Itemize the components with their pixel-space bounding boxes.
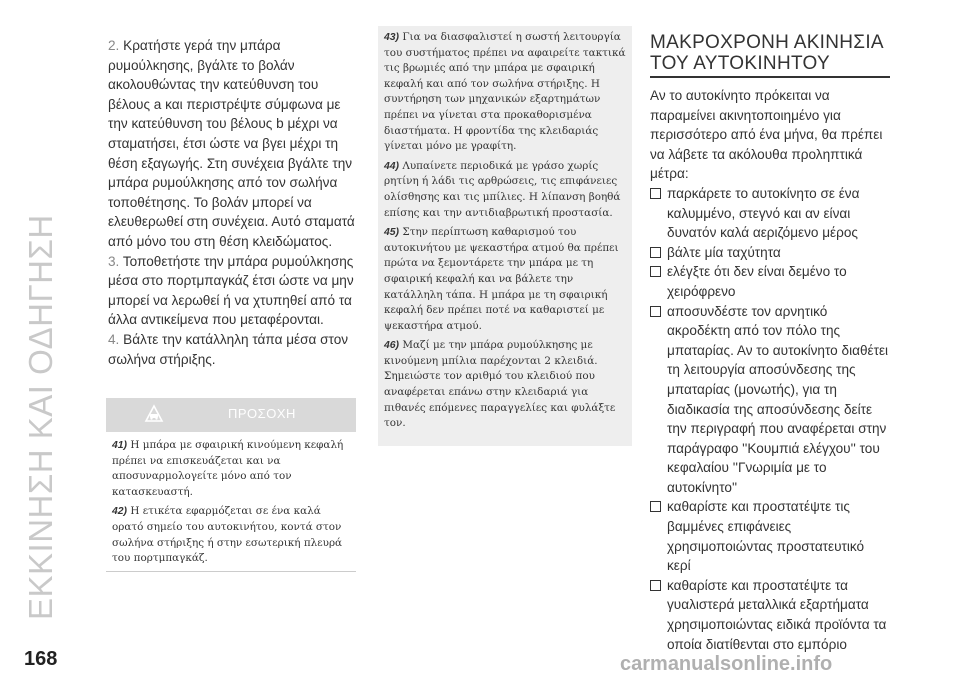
note-43 (384, 30, 626, 155)
checklist-item-text: καθαρίστε και προστατέψτε τα γυαλιστερά μεταλλικά εξαρτήματα χρησιμοποιώντας ειδικά προϊόντα τα οποία διατίθενται στο εμπόριο (667, 577, 887, 652)
step-4 (108, 330, 356, 369)
checklist-item-text: ελέγξτε ότι δεν είναι δεμένο το χειρόφρενο (667, 264, 847, 299)
note-text: Η ετικέτα εφαρμόζεται σε ένα καλά ορατό σημείο του αυτοκινήτου, κοντά στον σωλήνα στήριξης ή στην εσωτερική πλευρά του πορτμπαγκάζ. (112, 505, 343, 565)
note-text: Μαζί με την μπάρα ρυμούλκησης με κινούμενη μπίλια παρέχονται 2 κλειδιά. Σημειώστε τον αριθμό του κλειδιού που αναφέρεται επάνω στην κλειδαριά για πιθανές επόμενες παραγγελίες και φυλάξτε τον. (384, 339, 616, 430)
page-number: 168 (24, 648, 58, 670)
checkbox-icon (650, 306, 661, 317)
note-44 (384, 159, 626, 221)
checkbox-icon (650, 580, 661, 591)
checklist-item-text: παρκάρετε το αυτοκίνητο σε ένα καλυμμένο, στεγνό και αν είναι δυνατόν καλά αεριζόμενο μέρος (667, 185, 860, 241)
note-text: Η μπάρα με σφαιρική κινούμενη κεφαλή πρέπει να επισκευάζεται και να αποσυναρμολογείτε μόνο από τον κατασκευαστή. (112, 439, 344, 498)
step-text: Βάλτε την κατάλληλη τάπα μέσα στον σωλήνα στήριξης. (108, 331, 349, 367)
checklist-item-text: αποσυνδέστε τον αρνητικό ακροδέκτη από τον πόλο της μπαταρίας. Αν το αυτοκίνητο διαθέτει τη λειτουργία αποσύνδεσης της μπαταρίας (μονωτής), για τη διαδικασία της αποσύνδεσης δείτε την περιγραφή που αναφέρεται στην παράγραφο ''Κουμπιά ελέγχου'' του κεφαλαίου ''Γνωριμία με το αυτοκίνητο'' (667, 303, 889, 495)
step-number: 4. (108, 331, 120, 347)
checklist-item (650, 576, 890, 654)
step-text: Τοποθετήστε την μπάρα ρυμούλκησης μέσα στο πορτμπαγκάζ έτσι ώστε να μην μπορεί να λερωθεί ή να χτυπηθεί από τα άλλα αντικείμενα που μεταφέρονται. (108, 253, 354, 328)
step-3 (108, 252, 356, 330)
note-number: 43) (384, 32, 400, 43)
note-text: Στην περίπτωση καθαρισμού του αυτοκινήτου με ψεκαστήρα ατμού θα πρέπει πρώτα να ξεμοντάρετε την μπάρα με τη σφαιρική κεφαλή και να βάλετε την κατάλληλη τάπα. Η μπάρα με τη σφαιρική κεφαλή δεν πρέπει ποτέ να καθαριστεί με ψεκαστήρα ατμού. (384, 226, 619, 332)
note-text: Λυπαίνετε περιοδικά με γράσο χωρίς ρητίνη ή λάδι τις αρθρώσεις, τις επιφάνειες ολίσθησης και τις μπίλιες. Η λίπανση βοηθά επίσης και την αντιδιαβρωτική προστασία. (384, 159, 621, 219)
note-number: 41) (112, 440, 128, 451)
steps-column (108, 36, 356, 369)
note-number: 44) (384, 160, 400, 172)
warning-header (106, 398, 356, 430)
watermark: carmanualsonline.info (620, 653, 833, 675)
warning-body (106, 430, 356, 572)
step-number: 3. (108, 253, 120, 269)
checkbox-icon (650, 247, 661, 258)
step-text: Κρατήστε γερά την μπάρα ρυμούλκησης, βγάλτε το βολάν ακολουθώντας την κατεύθυνση του βέλους a και περιστρέψτε σύμφωνα με την κατεύθυνση του βέλους b μέχρι να σταματήσει, έτσι ώστε να βγει μέχρι τη θέση εξαγωγής. Στη συνέχεια βγάλτε την μπάρα ρυμούλκησης από τον σωλήνα τοποθέτησης. Το βολάν μπορεί να ελευθερωθεί στη συνέχεια. Αυτό σταματά από μόνο του στη θέση κλειδώματος. (108, 38, 355, 249)
checklist-item (650, 302, 890, 498)
checklist-item (650, 243, 890, 263)
notes-column (378, 26, 632, 446)
checkbox-icon (650, 266, 661, 277)
note-number: 42) (112, 506, 128, 518)
note-46 (384, 338, 626, 432)
warning-note-42 (112, 504, 350, 566)
warning-title: ΠΡΟΣΟΧΗ (228, 406, 296, 421)
section-intro: Αν το αυτοκίνητο πρόκειται να παραμείνει ακινητοποιημένο για περισσότερο από ένα μήνα, θα πρέπει να λάβετε τα ακόλουθα προληπτικά μέτρα: (650, 88, 883, 182)
checklist-item (650, 184, 890, 243)
chapter-side-title (4, 30, 74, 620)
step-number: 2. (108, 38, 120, 53)
checklist-item (650, 262, 890, 301)
checklist-item (650, 497, 890, 575)
section-title: ΜΑΚΡΟΧΡΟΝΗ ΑΚΙΝΗΣΙΑ ΤΟΥ ΑΥΤΟΚΙΝΗΤΟΥ (650, 32, 890, 78)
note-number: 46) (384, 340, 400, 352)
checklist-item-text: βάλτε μία ταχύτητα (667, 244, 781, 260)
step-2 (108, 36, 356, 252)
note-text: Για να διασφαλιστεί η σωστή λειτουργία του συστήματος πρέπει να αφαιρείτε τακτικά τις βρωμιές από την μπάρα με σφαιρική κεφαλή και από τον σωλήνα στήριξης. Η συντήρηση των μηχανικών εξαρτημάτων πρέπει να γίνεται στα προκαθορισμένα διαστήματα. Η φροντίδα της κλειδαριάς γίνεται μόνο με γραφίτη. (384, 31, 626, 153)
storage-section (650, 32, 890, 654)
car-warning-icon (144, 404, 164, 424)
checkbox-icon (650, 188, 661, 199)
note-number: 45) (384, 227, 400, 239)
warning-note-41 (112, 438, 350, 500)
checkbox-icon (650, 501, 661, 512)
note-45 (384, 225, 626, 334)
chapter-title-text: ΕΚΚΙΝΗΣΗ ΚΑΙ ΟΔΗΓΗΣΗ (22, 214, 59, 620)
checklist-item-text: καθαρίστε και προστατέψτε τις βαμμένες επιφάνειες χρησιμοποιώντας προστατευτικό κερί (667, 499, 865, 574)
